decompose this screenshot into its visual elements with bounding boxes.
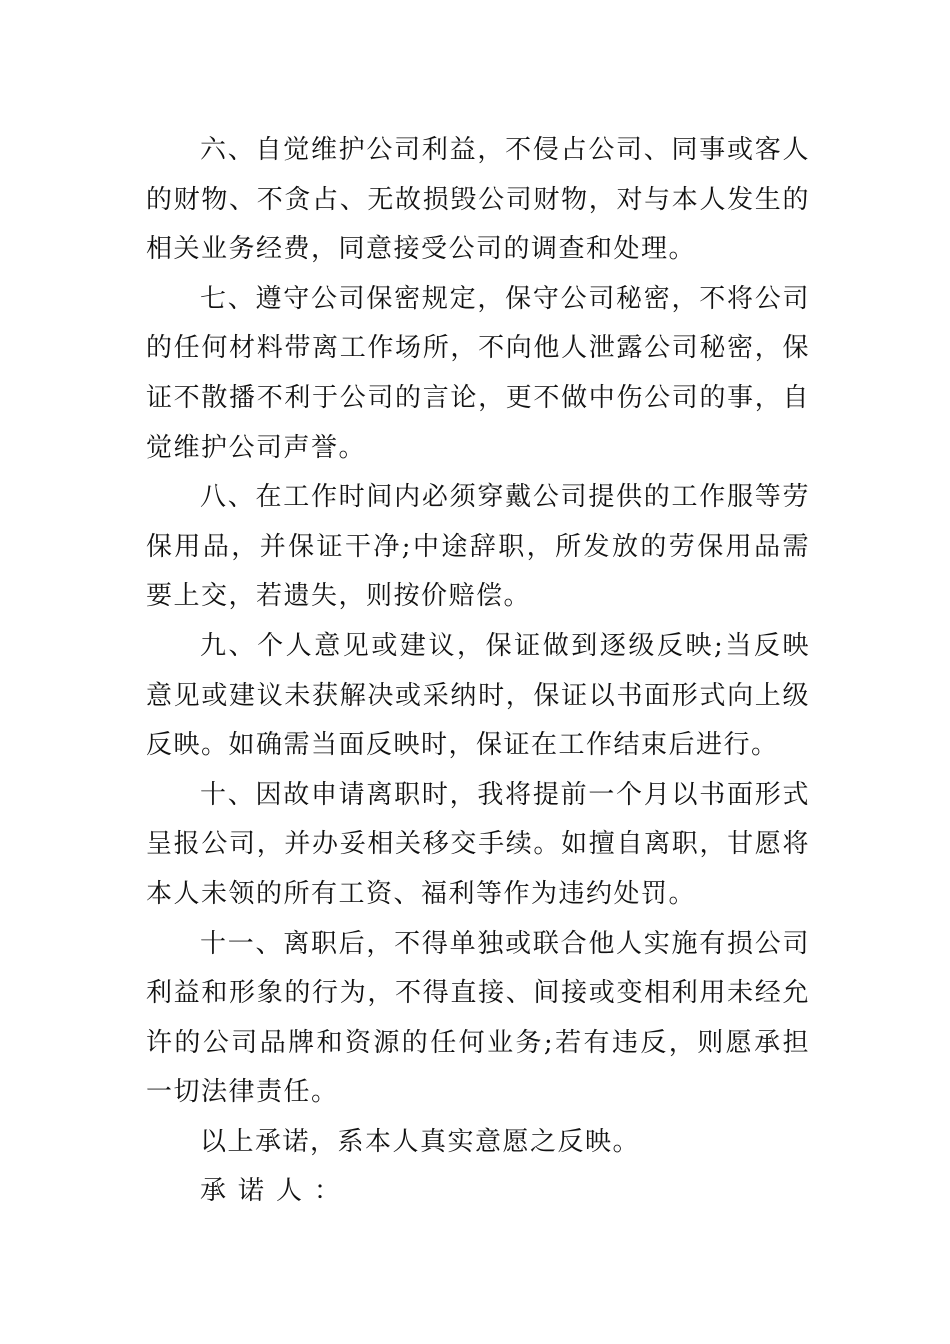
- clause-8: 八、在工作时间内必须穿戴公司提供的工作服等劳保用品，并保证干净;中途辞职，所发放的劳保用品需要上交，若遗失，则按价赔偿。: [146, 482, 810, 612]
- closing-statement: 以上承诺，系本人真实意愿之反映。: [200, 1126, 641, 1157]
- clause-6: 六、自觉维护公司利益，不侵占公司、同事或客人的财物、不贪占、无故损毁公司财物，对与本人发生的相关业务经费，同意接受公司的调查和处理。: [146, 135, 810, 265]
- signer-label: 承诺人：: [200, 1176, 353, 1207]
- clause-9: 九、个人意见或建议，保证做到逐级反映;当反映意见或建议未获解决或采纳时，保证以书面形式向上级反映。如确需当面反映时，保证在工作结束后进行。: [146, 630, 810, 761]
- clause-10: 十、因故申请离职时，我将提前一个月以书面形式呈报公司，并办妥相关移交手续。如擅自离职，甘愿将本人未领的所有工资、福利等作为违约处罚。: [146, 779, 810, 909]
- document-body: [146, 126, 810, 1217]
- clause-7: 七、遵守公司保密规定，保守公司秘密，不将公司的任何材料带离工作场所，不向他人泄露公司秘密，保证不散播不利于公司的言论，更不做中伤公司的事，自觉维护公司声誉。: [146, 283, 810, 463]
- clause-11: 十一、离职后，不得单独或联合他人实施有损公司利益和形象的行为，不得直接、间接或变相利用未经允许的公司品牌和资源的任何业务;若有违反，则愿承担一切法律责任。: [146, 928, 810, 1108]
